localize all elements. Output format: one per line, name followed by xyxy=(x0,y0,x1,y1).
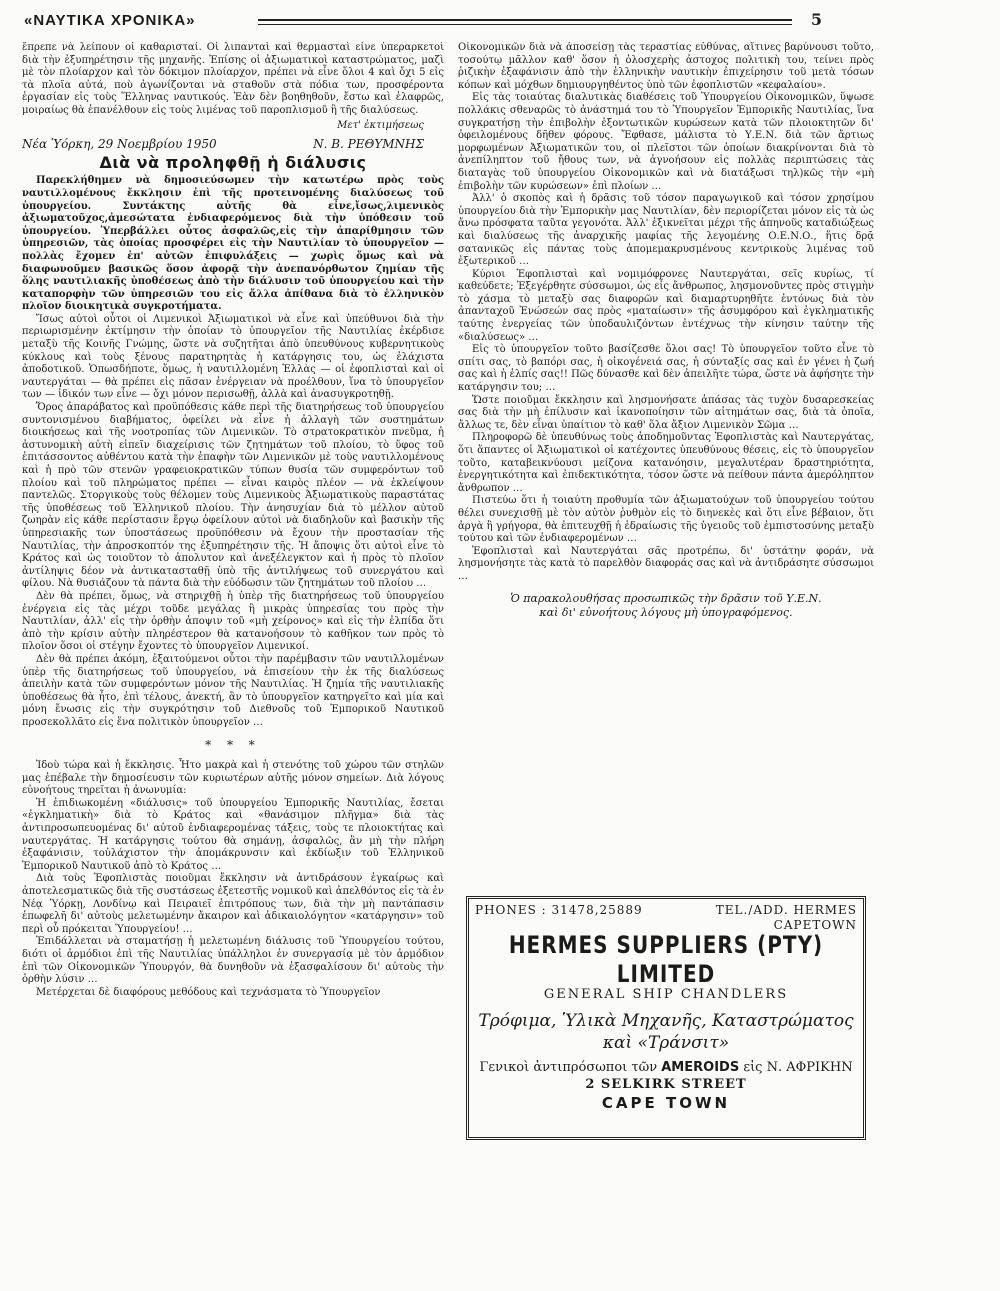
body-paragraph: Μετέρχεται δὲ διαφόρους μεθόδους καὶ τεχνάσματα τὸ Ὑπουργεῖον xyxy=(36,986,381,998)
ad-products-line: καὶ «Τράνσιτ» xyxy=(602,1033,730,1053)
body-paragraph: Δὲν θὰ πρέπει ἀκόμη, ἐξαιτούμενοι οὗτοι τὴν παρέμβασιν τῶν ναυτιλλομένων ὑπὲρ τῆς διατηρήσεως τοῦ ὑπουργείου, νὰ ἐπισείουν τὴν ἐκ τῆς διαλύσεως ἀπειλὴν κατὰ τῶν συμφερόντων μόνον τῆς Ναυτιλίας. Ἡ ζημία τῆς ναυτιλιακῆς ὑποθέσεως θὰ ἦτο, ἐπὶ τέλους, ἀνεκτή, ἂν τὸ ὑπουργεῖον κατηργεῖτο καὶ μία καὶ μόνη ἔνωσις εἰς τὴν συγκρότησιν τοῦ Διεθνοῦς τοῦ Ἐμπορικοῦ Ναυτικοῦ προσεκολλᾶτο εἰς ἕνα πολιτικὸν ὑπουργεῖον … xyxy=(22,653,444,728)
body-paragraph: Ὅρος ἀπαράβατος καὶ προϋπόθεσις κάθε περὶ τῆς διατηρήσεως τοῦ ὑπουργείου συντονισμένου διαβήματος, ὀφείλει νὰ εἶνε ἡ ἀλλαγὴ τῶν συστημάτων διοικήσεως καὶ τῆς νοοτροπίας τῶν Λιμενικῶν. Τὸ στρατοκρατικὸν πνεῦμα, ἡ ἀστυνομικὴ αὐτὴ εἰπεῖν διαχείρισις τῶν ζητημάτων τοῦ πλοίου, τὸ ὕφος τοῦ ἐπιτάσσοντος αὐθέντου κατὰ τὴν ἐπαφὴν τῶν Λιμενικῶν μὲ τοὺς ναυτιλλομένους καὶ ἡ πρὸ τῶν στενῶν γραφειοκρατικῶν τύπων θυσία τῶν συμφερόντων τοῦ πλοίου καὶ τοῦ πληρώματος πρέπει — εἶναι καιρὸς πλέον — νὰ ἐκλείψουν παντελῶς. Στοργικοὺς τοὺς θέλομεν τοὺς Λιμενικοὺς Ἀξιωματικοὺς παραστάτας τῆς ὑποθέσεως τοῦ Ἑλληνικοῦ πλοίου. Τὴν ἀνησυχίαν διὰ τὸ μέλλον αὐτοῦ ζωηρὰν εἰς κάθε περίστασιν ἔργῳ ὀφείλουν αὐτοὶ νὰ διαδηλοῦν καὶ βασικὴν τῆς ὑπηρεσιακῆς των ὑποστάσεως προϋπόθεσιν νὰ ἔχουν τὴν προστασίαν τῆς Ναυτιλίας, τὴν ἀπροσκοπτόν της ἐξυπηρέτησιν τῆς. Ἡ ἄποψις ὅτι αὐτοὶ εἶνε τὸ Κράτος καὶ ὡς τοιοῦτον τὸ ἀπολυτον καὶ ἀνεξέλεγκτον καὶ ἡ πρὸς τὸ πλοῖον ἀντίληψις δέον νὰ ἀντικατασταθῇ ὑπὸ τῆς ἀντιλήψεως τοῦ συνεργάτου καὶ φίλου. Νὰ θυσιάζουν τὰ πάντα διὰ τὴν εὐόδωσιν τῶν ζητημάτων τοῦ πλοίου … xyxy=(22,402,444,590)
right-column xyxy=(458,42,874,862)
left-column xyxy=(22,42,444,1277)
body-paragraph: Ἐφοπλισταὶ καὶ Ναυτεργάται σᾶς προτρέπω, δι' ὑστάτην φοράν, νὰ λησμονήσητε τὰς κατὰ τὸ παρελθὸν διαφοράς σας καὶ νὰ ἀντιδράσητε σύσσωμοι … xyxy=(458,545,874,582)
lead-paragraph: Παρεκλήθημεν νὰ δημοσιεύσωμεν τὴν κατωτέρω πρὸς τοὺς ναυτιλλομένους ἔκκλησιν ἐπὶ τῆς προτεινομένης διαλύσεως τοῦ ὑπουργείου. Συντάκτης αὐτῆς θὰ εἶνε,ἴσως,λιμενικὸς ἀξιωματοῦχος,ἀμεσώτατα ἐνδιαφερόμενος διὰ τὴν ὑπόθεσιν τοῦ ὑπουργείου. Ὑπερβάλλει οὗτος ἀσφαλῶς,εἰς τὴν ἀπαρίθμησιν τῶν ὑπηρεσιῶν, τὰς ὁποίας προσφέρει εἰς τὴν Ναυτιλίαν τὸ ὑπουργεῖον — πολλὰς ἔχομεν ἐπ' αὐτῶν ἐπιφυλάξεις — χωρὶς ὅμως καὶ νὰ διαφωνοῦμεν βασικῶς ὅσον ἀφορᾷ τὴν ἀνεπανόρθωτον ζημίαν τῆς ὅλης ναυτιλιακῆς ὑποθέσεως ἀπὸ τὴν διάλυσιν τοῦ ὑπουργείου καὶ τὴν καταπορφὴν τῶν ὑπηρεσιῶν του εἰς ἄλλα ἀπίθανα διὰ τὸ ἑλληνικὸν πλοῖον διοικητικὰ συγκροτήματα. xyxy=(22,175,444,313)
dateline-place: Νέα Ὑόρκη, 29 Νοεμβρίου 1950 xyxy=(22,137,217,152)
body-paragraph: Εἰς τὸ ὑπουργεῖον τοῦτο βασίζεσθε ὅλοι σας! Τὸ ὑπουργεῖον τοῦτο εἶνε τὸ σπίτι σας, τὸ βαπόρι σας, ἡ οἰκογένειά σας, ἡ σύνταξίς σας καὶ ἐν γένει ἡ ζωή σας καὶ ἡ ἐλπίς σας!! Πῶς δύνασθε καὶ δὲν ἀπειλῆτε τώρα, ὥστε νὰ ἀφήσητε τὴν κατάργησιν του; … xyxy=(458,344,874,394)
ad-telegraphic-address xyxy=(716,903,857,933)
ad-products-line: Τρόφιμα, Ὑλικὰ Μηχανῆς, Καταστρώματος xyxy=(478,1011,854,1031)
body-paragraph: Οἰκονομικῶν διὰ νὰ ἀποσείσῃ τὰς τεραστίας εὐθύνας, αἵτινες βαρύνουσι τοῦτο, τοσούτῳ μᾶλλον καθ' ὅσον ἡ ὀλοσχερὴς ἀστοχος πολιτικὴ του, τείνει πρὸς ῥιζικὴν ἐξαφάνισιν ἀπὸ τὴν ἑλληνικὴν ναυτικὴν ἐπιχείρησιν τοῦ μετὰ τόσων κόπων καὶ μόχθων δημιουργηθέντος ὑπὸ τῶν ἐφοπλιστῶν «κεφαλαίου». xyxy=(458,42,874,91)
ad-phones: PHONES : 31478,25889 xyxy=(475,903,643,917)
body-paragraph: Διὰ τοὺς Ἐφοπλιστὰς ποιοῦμαι ἔκκλησιν νὰ ἀντιδράσουν ἐγκαίρως καὶ ἀποτελεσματικῶς διὰ τῆς συστάσεως ἐξετεστῆς νομικοῦ καὶ ἀπελθόντος εἰς τὰ ἐν Νέᾳ Ὑόρκῃ, Λονδίνῳ καὶ Πειραιεῖ ἐπιτρόπους των, διὰ τὴν μὴ παντάπασιν ἐπωφελῆ δι' αὐτοὺς μελετωμένην ἄκαιρον καὶ ἀδικαιολόγητον «κατάργησιν» τοῦ περὶ οὗ πρόκειται Ὑπουργείου! … xyxy=(22,873,444,935)
body-paragraph: Πιστεύω ὅτι ἡ τοιαύτη προθυμία τῶν ἀξιωματούχων τοῦ ὑπουργείου τούτου θέλει συνεχισθῇ μὲ τὸν αὐτὸν ῥυθμὸν εἰς τὸ διηνεκὲς καὶ ὅτι εἶνε βέβαιον, ὅτι ἀργὰ ἢ γρήγορα, θὰ ἐπιτευχθῇ ἡ ἑδραίωσις τῆς ὑγειοῦς τοῦ ἐμπιστοσύνης μεταξὺ τούτου καὶ τῶν ἐνδιαφερομένων … xyxy=(458,495,874,545)
ad-company-name: HERMES SUPPLIERS (PTY) LIMITED xyxy=(508,930,824,988)
body-paragraph: Ἐπιδάλλεται νὰ σταματήσῃ ἡ μελετωμένη διάλυσις τοῦ Ὑπουργείου τούτου, διότι οἱ ἀρμόδιοι ἐπὶ τῆς Ναυτιλίας ὑπάλληλοι ἐν συνεργασίᾳ μὲ τὸν ἀρμόδιον ἐπὶ τῶν Οἰκονομικῶν Ὑπουργόν, θὰ δυνηθοῦν νὰ ἐξασφαλίσουν δι' αὐτοὺς τὴν ὁρθὴν λύσιν … xyxy=(22,936,444,986)
signoff: Μετ' ἐκτιμήσεως xyxy=(337,119,424,131)
body-paragraph: Ἡ ἐπιδιωκομένη «διάλυσις» τοῦ ὑπουργείου Ἐμπορικῆς Ναυτιλίας, ἔσεται «ἐγκληματικὴ» διὰ τὸ Κράτος καὶ «θανάσιμον πλῆγμα» διὰ τὰς ἀντιπροσωπευομένας δι' αὐτοῦ ἐνδιαφερομένας τάξεις, τοὺς τε πλοιοκτήτας καὶ ναυτεργάτας. Ἡ κατάργησις τούτου θὰ σημάνῃ, ἀσφαλῶς, ἂν μὴ τὴν πλήρη ἐξαφάνισιν, τοὐλάχιστον τὴν ἀπομάκρυνσιν καὶ ἐκδίωξιν τοῦ Ἑλληνικοῦ Ἐμπορικοῦ Ναυτικοῦ ἀπὸ τὸ Κράτος … xyxy=(22,797,444,872)
dateline-signature: Ν. Β. ΡΕΘΥΜΝΗΣ xyxy=(313,137,424,152)
ad-products xyxy=(475,1010,857,1054)
ad-tel-add: TEL./ADD. HERMES xyxy=(715,903,857,917)
ad-agents xyxy=(475,1060,857,1075)
body-paragraph: Ἴσως αὐτοὶ οὗτοι οἱ Λιμενικοὶ Ἀξιωματικοὶ νὰ εἶνε καὶ ὑπεύθυνοι διὰ τὴν περιωρισμένην ἐκτίμησιν τὴν ὁποίαν τὸ ὑπουργεῖον τῆς Ναυτιλίας ἐκέρδισε μεταξὺ τῆς Κοινῆς Γνώμης, ὥστε νὰ συζητῆται ἀπὸ ὑπευθύνους κυβερνητικοὺς κύκλους καὶ τοὺς ξένους παρατηρητὰς ἡ κατάργησις του, ὡς ἐλάχιστα ἀποδοτικοῦ. Ὁπωσδήποτε, ὅμως, ἡ ναυτιλλομένη Ἑλλὰς — οἱ ἐφοπλισταὶ καὶ οἱ ναυτεργάται — θὰ πρέπει εἰς πᾶσαν ἐνέργειαν νὰ προέλθουν, ἵνα τὸ ὑπουργεῖον των — ἰδικόν των εἶνε — ὄχι μόνον περισωθῇ, ἀλλὰ καὶ ἀνασυγκροτηθῇ. xyxy=(22,313,444,401)
body-paragraph: Εἰς τὰς τοιαύτας διαλυτικὰς διαθέσεις τοῦ Ὑπουργείου Οἰκονομικῶν, ὕψωσε πολλάκις σθεναρῶς τὸ ἀνάστημά του τὸ Ὑπουργεῖον Ἐμπορικῆς Ναυτιλίας, ἵνα συγκρατήσῃ τὴν ἐπιβολὴν ἐξοντωτικῶν κυρώσεων κατὰ τῶν πλοιοκτητῶν δι' ὀφειλομένους δῆθεν φόρους. Ἔφθασε, μάλιστα τὸ Υ.Ε.Ν. διὰ τῶν ἄρτιως μορφωμένων Ἀξιωματικῶν του, οἱ πλεῖστοι τῶν ὁποίων διακρίνονται διὰ τὸ ἀνεπίληπτον τοῦ ἤθους των, νὰ ἀγνοήσουν εἰς πολλὰς περιπτώσεις τὰς διαταγὰς τοῦ ὑπουργείου Οἰκονομικῶν καὶ νὰ διατάξωσι τηλ)κῶς τὴν «μὴ ἐπιβολὴν τῶν κυρώσεων» ἐπὶ πλοίων … xyxy=(458,92,874,192)
page-number: 5 xyxy=(810,10,822,29)
body-paragraph: Ὥστε ποιοῦμαι ἔκκλησιν καὶ λησμονήσατε ἁπάσας τὰς τυχὸν δυσαρεσκείας σας διὰ τὴν μὴ ἐπίλυσιν καὶ ἱκανοποίησιν τῶν αἰτημάτων σας, διὰ τὰ ὁποῖα, ἄλλως τε, δὲν εἶναι ὑπαίτιον τὸ καθ' ὅλα ἄξιον Λιμενικὸν Σῶμα … xyxy=(458,394,874,431)
dateline xyxy=(22,138,444,151)
article-headline: Διὰ νὰ προληφθῇ ἡ διάλυσις xyxy=(99,152,367,172)
header-rule-thin xyxy=(258,24,792,25)
hermes-advertisement xyxy=(466,896,866,1140)
section-separator: * * * xyxy=(205,738,261,753)
page-header xyxy=(20,10,830,32)
note-line: Ὁ παρακολουθήσας προσωπικῶς τὴν δρᾶσιν τοῦ Υ.Ε.Ν. xyxy=(510,591,822,605)
intro-paragraph: ἔπρεπε νὰ λείπουν οἱ καθαρισταί. Οἱ λιπανταὶ καὶ θερμασταὶ εἶνε ὑπεραρκετοὶ διὰ τὴν ἐξυπηρέτησιν τῆς μηχανῆς. Ἐπίσης οἱ ἀξιωματικοὶ καταστρώματος, μαζὶ μὲ τὸν πλοίαρχον καὶ τὸν δόκιμον πλοίαρχον, πρέπει νὰ εἶνε ὅλοι 4 καὶ ὄχι 5 εἰς τὰ πλοῖα αὐτά, ποὺ ἀγωνίζονται νὰ σταθοῦν στὰ πόδια των, προσφέροντα ἐργασίαν εἰς τοὺς Ἕλληνας ναυτικούς. Ἐὰν δὲν βοηθηθοῦν, ἔστω καὶ ἐλαφρῶς, μοιραίως θὰ ἐπανέλθουν εἰς τοὺς λιμένας τοῦ παροπλισμοῦ ἢ τῆς διαλύσεως. xyxy=(22,42,444,116)
body-paragraph: Κύριοι Ἐφοπλισταὶ καὶ νομιμόφρονες Ναυτεργάται, σεῖς κυρίως, τί καθεύδετε; Ἐξεγέρθητε σύσσωμοι, ὡς εἷς ἄνθρωπος, λησμονοῦντες πρὸς στιγμὴν τὸ χάσμα τὸ μεταξὺ σας διαφορῶν καὶ διαμαρτυρηθῆτε ἐντόνως διὰ τὸν ἀπανταχοῦ Ἑνώσεών σας πρὸς «ματαίωσιν» τῆς ἀσυμφόρου καὶ ἐγκληματικῆς ταύτης ἐνεργείας τῶν ὑποδαυλιζόντων ἐντέχνως τὴν κίνησιν ταύτην τῆς «διαλύσεως» … xyxy=(458,268,874,343)
masthead: «ΝΑΥΤΙΚΑ ΧΡΟΝΙΚΑ» xyxy=(24,12,196,29)
ad-tel-city: CAPETOWN xyxy=(773,918,857,932)
ad-city: CAPE TOWN xyxy=(601,1094,731,1112)
ad-agents-suffix: εἰς Ν. ΑΦΡΙΚΗΝ xyxy=(743,1060,853,1075)
body-paragraph: Ἰδοὺ τώρα καὶ ἡ ἔκκλησις. Ἦτο μακρὰ καὶ ἡ στενότης τοῦ χώρου τῶν στηλῶν μας ἐπέβαλε τὴν δημοσίευσιν τῶν κυριωτέρων αὐτῆς μόνον σημείων. Διὰ λόγους εὐνοήτους τηρεῖται ἡ ἀνωνυμία: xyxy=(22,760,444,797)
body-paragraph: Πληροφορῶ δὲ ὑπευθύνως τοὺς ἀποδημοῦντας Ἐφοπλιστὰς καὶ Ναυτεργάτας, ὅτι ἅπαντες οἱ Ἀξιωματικοὶ οἱ κατέχοντες ὑπευθύνους θέσεις, εἰς τὸ ὑπουργεῖον τοῦτο, καταβεικνύουσι μείζονα κατανόησιν, μεγαλυτέραν δραστηριότητα, ἐνεργητικότητα καὶ ἐπιδεκτικότητα, τόσον ὥστε νὰ πείθουν πάντα ἀμερόληπτον ἄνθρωπον … xyxy=(458,432,874,494)
header-rule-thick xyxy=(258,19,792,21)
note-line: καὶ δι' εὐνοήτους λόγους μὴ ὑπογραφόμενος. xyxy=(539,605,793,619)
body-paragraph: Δὲν θὰ πρέπει, ὅμως, νὰ στηριχθῇ ἡ ὑπὲρ τῆς διατηρήσεως τοῦ ὑπουργείου ἐνέργεια εἰς τὰς μέχρι τοῦδε μεγάλας ἢ μικρὰς ὑπηρεσίας του πρὸς τὴν Ναυτιλίαν, ἀλλ' εἰς τὴν ὀρθὴν ἀποψιν τοῦ «μὴ χείρονος» καὶ εἰς τὴν ἐλπίδα ὅτι ἀπὸ τὴν κρίσιν αὐτὴν πληρέστερον θὰ κατανοήσουν τὸ καθῆκον των πρὸς τὸ πλοῖον ὅσοι οἱ στέγην ἔχοντες τὸ ὑπουργεῖον Λιμενικοί. xyxy=(22,590,444,653)
body-paragraph: Ἀλλ' ὁ σκοπὸς καὶ ἡ δρᾶσις τοῦ τόσον παραγωγικοῦ καὶ τόσον χρησίμου ὑπουργείου διὰ τὴν Ἐμπορικὴν μας Ναυτιλίαν, δὲν περιορίζεται μόνον εἰς τὰ ὡς ἄνω πρόσφατα ταῦτα γεγονότα. Ἀλλ' ἐξικνεῖται μέχρι τῆς ἀπηνοῦς καταδιώξεως καὶ διαλύσεως τῆς ἀναρχικῆς μαφίας τῆς λεγομένης Ο.Ε.Ν.Ο., ἥτις δρᾷ σατανικῶς εἰς πάντας τοὺς ἀπομεμακρυσμένους κεντρικοὺς λιμένας τοῦ ἐξωτερικοῦ … xyxy=(458,193,874,268)
ad-agents-brand: AMEROIDS xyxy=(661,1060,740,1075)
ad-street: 2 SELKIRK STREET xyxy=(585,1077,747,1092)
anonymous-author-note xyxy=(458,592,874,620)
ad-subtitle: GENERAL SHIP CHANDLERS xyxy=(543,987,789,1002)
ad-agents-prefix: Γενικοὶ ἀντιπρόσωποι τῶν xyxy=(479,1060,658,1075)
ad-contact-row xyxy=(475,903,857,933)
